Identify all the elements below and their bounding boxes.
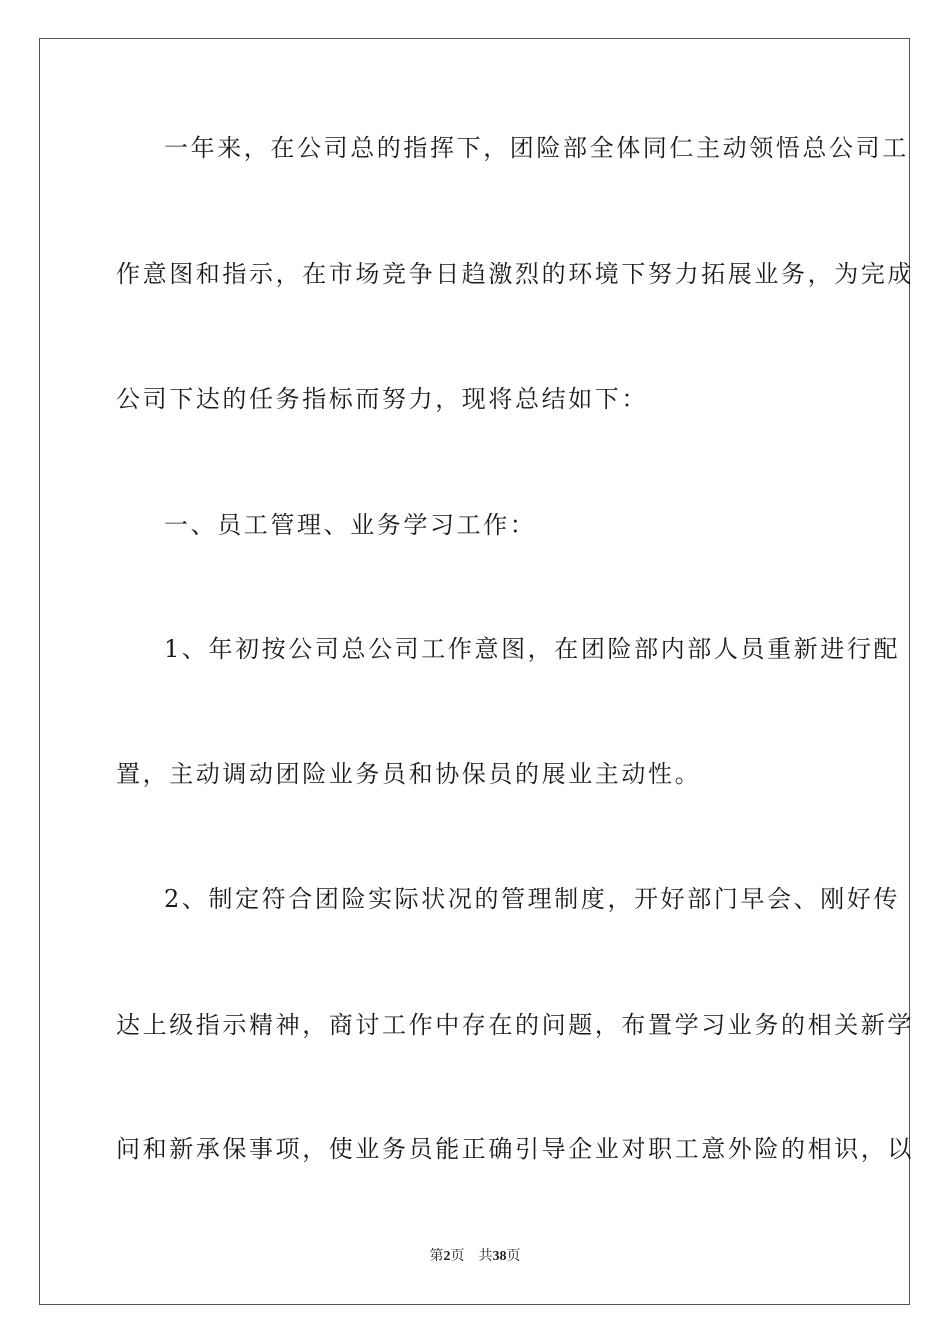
paragraph-line: 一年来，在公司总的指挥下，团险部全体同仁主动领悟总公司工 [164, 134, 909, 162]
total-suffix: 页 [506, 1248, 521, 1264]
page-border [39, 38, 914, 1305]
page-number: 2 [443, 1249, 451, 1264]
paragraph-line: 达上级指示精神，商讨工作中存在的问题，布置学习业务的相关新学 [116, 1011, 914, 1039]
page-suffix: 页 [450, 1248, 465, 1264]
total-prefix: 共 [478, 1248, 493, 1264]
section-heading: 一、员工管理、业务学习工作： [164, 511, 537, 539]
paragraph-line: 公司下达的任务指标而努力，现将总结如下： [116, 385, 648, 413]
paragraph-line: 作意图和指示，在市场竞争日趋激烈的环境下努力拓展业务，为完成 [116, 260, 914, 288]
paragraph-line: 置，主动调动团险业务员和协保员的展业主动性。 [116, 760, 702, 788]
paragraph-line: 2、制定符合团险实际状况的管理制度，开好部门早会、刚好传 [164, 885, 901, 913]
total-pages: 38 [492, 1249, 507, 1264]
paragraph-line: 问和新承保事项，使业务员能正确引导企业对职工意外险的相识，以 [116, 1135, 914, 1163]
page-prefix: 第 [429, 1248, 444, 1264]
paragraph-line: 1、年初按公司总公司工作意图，在团险部内部人员重新进行配 [164, 635, 901, 663]
page-footer [0, 1247, 950, 1266]
